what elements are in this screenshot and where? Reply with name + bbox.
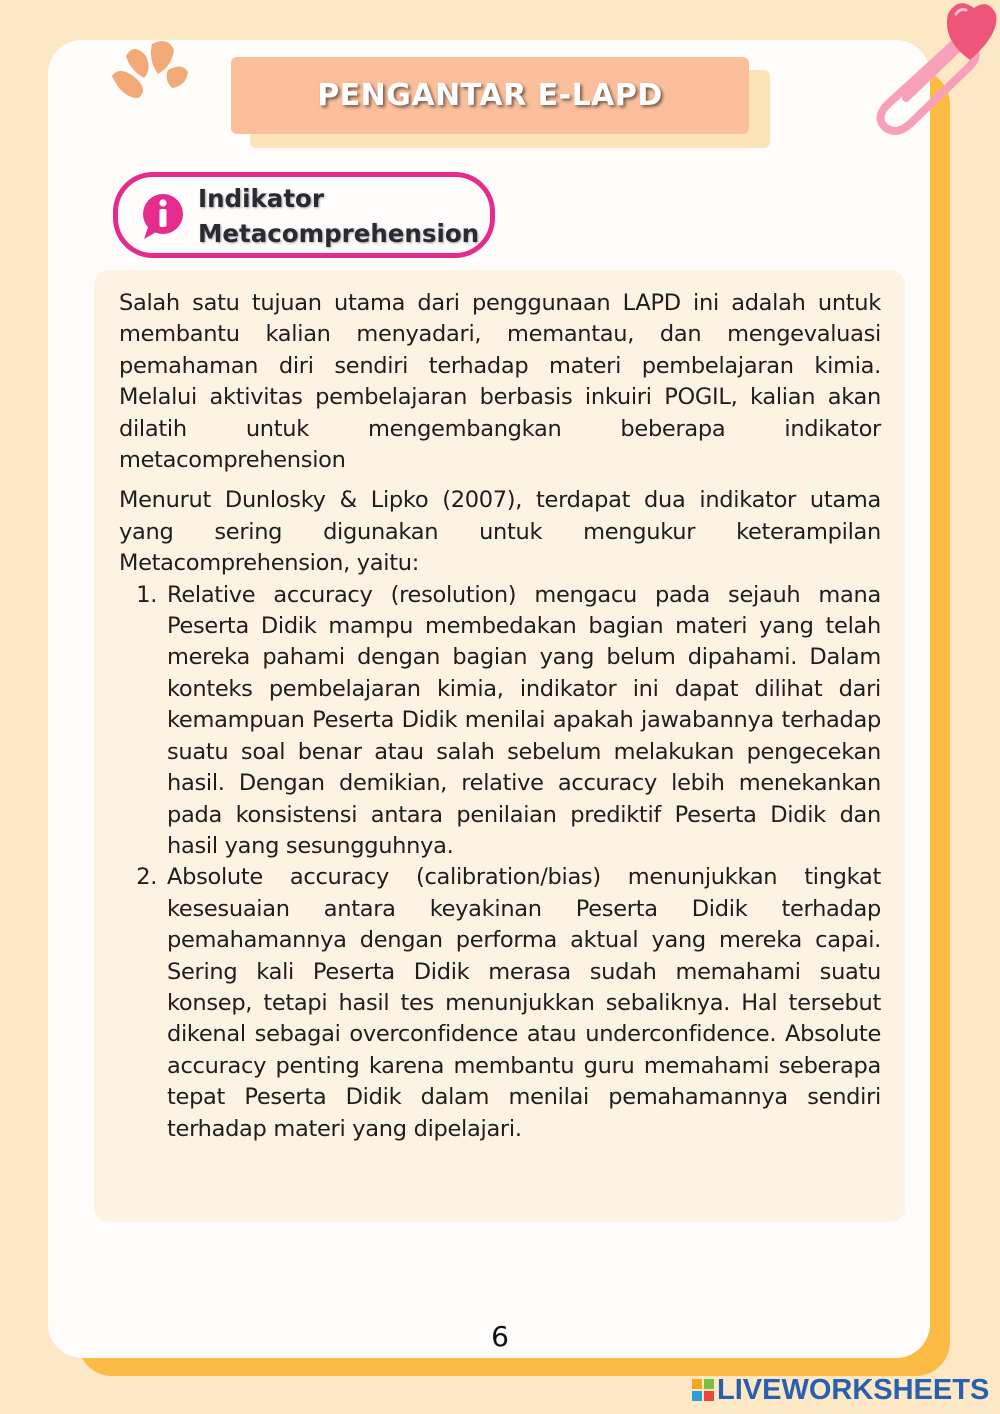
intro-paragraph: Salah satu tujuan utama dari penggunaan LAPD ini adalah untuk membantu kalian menyadari, memantau, dan mengevaluasi pemahaman diri sendiri terhadap materi pembelajaran kimia. Melalui aktivitas pembelajaran berbasis inkuiri POGIL, kalian akan dilatih untuk mengembangkan beberapa indikator metacomprehension [119, 290, 881, 474]
badge-line-1: Indikator [198, 184, 324, 213]
indicator-paragraph: Menurut Dunlosky & Lipko (2007), terdapat dua indikator utama yang sering digunakan untuk mengukur keterampilan Metacomprehension, yaitu: [119, 487, 881, 577]
liveworksheets-logo-icon [692, 1379, 714, 1401]
title-banner [231, 57, 749, 134]
indicator-list [119, 580, 881, 1145]
info-icon [138, 191, 188, 241]
petals-decoration-icon [108, 36, 194, 108]
page-number: 6 [491, 1320, 509, 1353]
list-item: 1. Relative accuracy (resolution) mengacu pada sejauh mana Peserta Didik mampu membedakan bagian materi yang telah mereka pahami dengan bagian yang belum dipahami. Dalam konteks pembelajaran kimia, indikator ini dapat dilihat dari kemampuan Peserta Didik menilai apakah jawabannya terhadap suatu soal benar atau salah sebelum melakukan pengecekan hasil. Dengan demikian, relative accuracy lebih menekankan pada konsistensi antara penilaian prediktif Peserta Didik dan hasil yang sesungguhnya. [164, 580, 881, 863]
badge-title [198, 181, 488, 251]
list-item: 2. Absolute accuracy (calibration/bias) menunjukkan tingkat kesesuaian antara keyakinan Peserta Didik terhadap pemahamannya dengan performa aktual yang mereka capai. Sering kali Peserta Didik merasa sudah memahami suatu konsep, tetapi hasil tes menunjukkan sebaliknya. Hal tersebut dikenal sebagai overconfidence atau underconfidence. Absolute accuracy penting karena membantu guru memahami seberapa tepat Peserta Didik dalam menilai pemahamannya sendiri terhadap materi yang dipelajari. [164, 862, 881, 1145]
badge-line-2: Metacomprehension [198, 219, 480, 248]
content-text [119, 288, 881, 1145]
page-title: PENGANTAR E-LAPD [317, 78, 663, 113]
heart-paperclip-icon [862, 0, 1000, 138]
section-badge [113, 172, 495, 258]
brand-name: LIVEWORKSHEETS [717, 1373, 990, 1406]
brand-watermark[interactable] [692, 1372, 989, 1408]
